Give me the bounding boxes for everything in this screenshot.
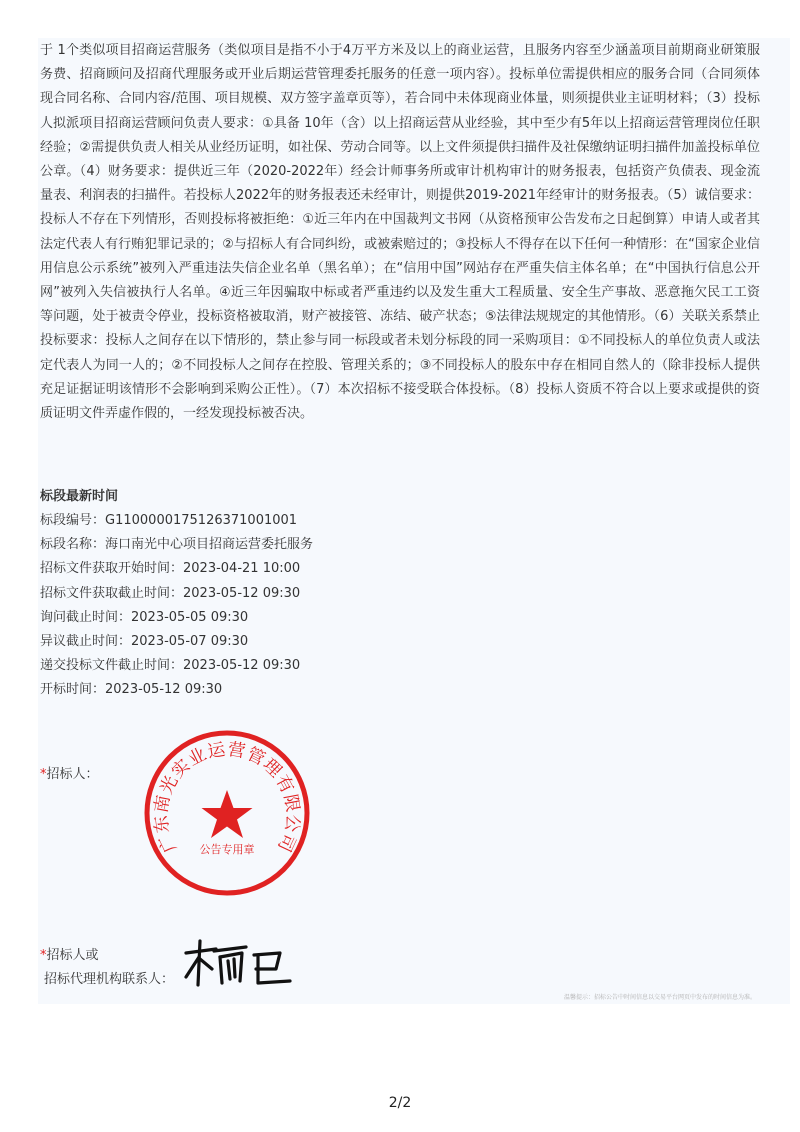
info-label: 递交投标文件截止时间： xyxy=(40,658,184,674)
info-row xyxy=(40,630,313,654)
info-value: 2023-05-12 09:30 xyxy=(105,682,223,698)
info-value: 2023-05-05 09:30 xyxy=(131,609,249,625)
svg-text:广东南光实业运营管理有限公司: 广东南光实业运营管理有限公司 xyxy=(151,739,303,856)
info-row xyxy=(40,509,313,533)
page-number: 2/2 xyxy=(388,1095,412,1111)
info-value: 2023-05-07 09:30 xyxy=(131,633,249,649)
info-label: 异议截止时间： xyxy=(40,633,132,649)
info-value: 海口南光中心项目招商运营委托服务 xyxy=(105,537,314,553)
info-label: 开标时间： xyxy=(40,682,106,698)
contact-label-line1: *招标人或 xyxy=(40,948,99,963)
info-list xyxy=(40,509,313,703)
required-mark: * xyxy=(40,767,47,782)
info-row xyxy=(40,557,313,581)
official-seal xyxy=(142,728,312,898)
info-value: 2023-04-21 10:00 xyxy=(183,561,301,577)
svg-text:公告专用章: 公告专用章 xyxy=(199,843,255,856)
info-label: 标段名称： xyxy=(40,537,106,553)
info-row xyxy=(40,533,313,557)
info-label: 招标文件获取截止时间： xyxy=(40,585,184,601)
tenderer-label: *招标人： xyxy=(40,767,99,782)
info-label: 询问截止时间： xyxy=(40,609,132,625)
info-row xyxy=(40,654,313,678)
info-label: 标段编号： xyxy=(40,513,106,528)
time-notice: 温馨提示：招标公告中时间信息以交易平台网页中发布的时间信息为准。 xyxy=(563,994,756,1001)
handwritten-signature xyxy=(180,935,300,995)
info-label: 招标文件获取开始时间： xyxy=(40,561,184,577)
required-mark: * xyxy=(40,948,47,963)
info-row xyxy=(40,678,313,702)
section-title: 标段最新时间 xyxy=(40,489,119,504)
info-value: G1100000175126371001001 xyxy=(105,513,298,528)
requirements-text: 于 1个类似项目招商运营服务（类似项目是指不小于4万平方米及以上的商业运营，且服务内容至少涵盖项目前期商业研策服务费、招商顾问及招商代理服务或开业后期运营管理委托服务的任意一项内容）。投标单位需提供相应的服务合同（合同须体现合同名称、合同内容/范围、项目规模、双方签字盖章页等），若合同中未体现商业体量，则须提供业主证明材料；（3）投标人拟派项目招商运营顾问负责人要求：①具备 10年（含）以上招商运营从业经验，其中至少有5年以上招商运营管理岗位任职经验；②需提供负责人相关从业经历证明，如社保、劳动合同等。以上文件须提供扫描件及社保缴纳证明扫描件加盖投标单位公章。（4）财务要求：提供近三年（2020-2022年）经会计师事务所或审计机构审计的财务报表，包括资产负债表、现金流量表、利润表的扫描件。若投标人2022年的财务报表还未经审计，则提供2019-2021年经审计的财务报表。（5）诚信要求：投标人不存在下列情形，否则投标将被拒绝：①近三年内在中国裁判文书网（从资格预审公告发布之日起倒算）申请人或者其法定代表人有行贿犯罪记录的；②与招标人有合同纠纷，或被索赔过的；③投标人不得存在以下任何一种情形：在“国家企业信用信息公示系统”被列入严重违法失信企业名单（黑名单）；在“信用中国”网站存在严重失信主体名单；在“中国执行信息公开网”被列入失信被执行人名单。④近三年因骗取中标或者严重违约以及发生重大工程质量、安全生产事故、恶意拖欠民工工资等问题，处于被责令停业，投标资格被取消，财产被接管、冻结、破产状态；⑤法律法规规定的其他情形。（6）关联关系禁止投标要求：投标人之间存在以下情形的，禁止参与同一标段或者未划分标段的同一采购项目：①不同投标人的单位负责人或法定代表人为同一人的；②不同投标人之间存在控股、管理关系的；③不同投标人的股东中存在相同自然人的（除非投标人提供充足证据证明该情形不会影响到采购公正性）。（7）本次招标不接受联合体投标。（8）投标人资质不符合以上要求或提供的资质证明文件弄虚作假的，一经发现投标被否决。 xyxy=(40,43,760,422)
info-row xyxy=(40,606,313,630)
info-value: 2023-05-12 09:30 xyxy=(183,658,301,674)
contact-label-line2: 招标代理机构联系人： xyxy=(44,972,175,987)
info-row xyxy=(40,582,313,606)
info-value: 2023-05-12 09:30 xyxy=(183,585,301,601)
